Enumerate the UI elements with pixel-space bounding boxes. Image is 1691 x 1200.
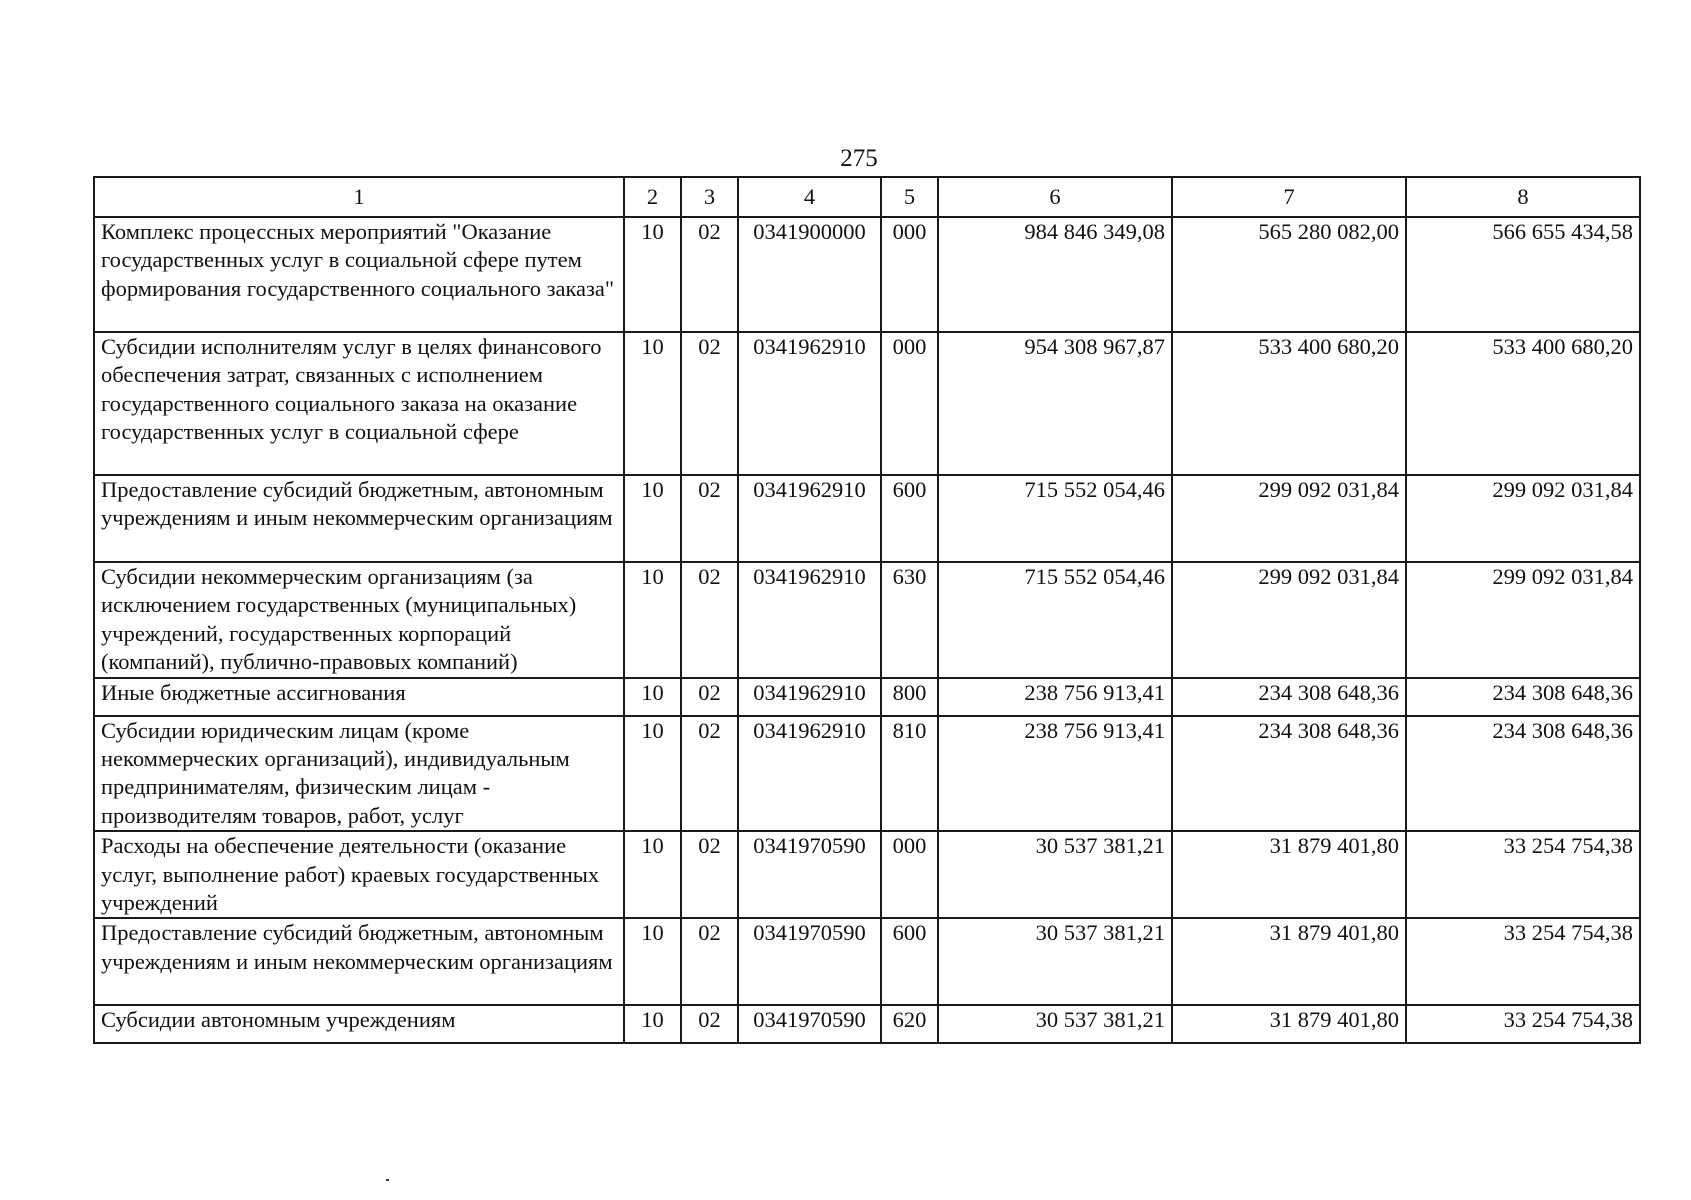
amount-col-8: 234 308 648,36 xyxy=(1406,716,1640,832)
target-item-code: 0341970590 xyxy=(738,918,881,1005)
amount-col-8: 33 254 754,38 xyxy=(1406,918,1640,1005)
amount-col-8: 33 254 754,38 xyxy=(1406,1005,1640,1043)
target-item-code: 0341970590 xyxy=(738,1005,881,1043)
amount-col-8: 299 092 031,84 xyxy=(1406,562,1640,678)
table-row xyxy=(94,831,1640,918)
column-header: 4 xyxy=(738,177,881,217)
target-item-code: 0341962910 xyxy=(738,678,881,716)
amount-col-6: 30 537 381,21 xyxy=(938,918,1172,1005)
amount-col-7: 234 308 648,36 xyxy=(1172,716,1406,832)
item-name: Субсидии исполнителям услуг в целях финансового обеспечения затрат, связанных с исполнением государственного социального заказа на оказание государственных услуг в социальной сфере xyxy=(94,332,624,475)
target-item-code: 0341970590 xyxy=(738,831,881,918)
column-header: 5 xyxy=(881,177,938,217)
expense-type-code: 620 xyxy=(881,1005,938,1043)
section-code: 10 xyxy=(624,1005,681,1043)
section-code: 10 xyxy=(624,217,681,332)
target-item-code: 0341962910 xyxy=(738,562,881,678)
item-name: Комплекс процессных мероприятий "Оказание государственных услуг в социальной сфере путем формирования государственного социального заказа" xyxy=(94,217,624,332)
amount-col-6: 238 756 913,41 xyxy=(938,678,1172,716)
amount-col-6: 715 552 054,46 xyxy=(938,475,1172,562)
expense-type-code: 810 xyxy=(881,716,938,832)
amount-col-8: 33 254 754,38 xyxy=(1406,831,1640,918)
target-item-code: 0341900000 xyxy=(738,217,881,332)
table-row xyxy=(94,217,1640,332)
section-code: 10 xyxy=(624,678,681,716)
table-row xyxy=(94,332,1640,475)
subsection-code: 02 xyxy=(681,217,738,332)
scan-speck xyxy=(386,1179,389,1181)
expense-type-code: 630 xyxy=(881,562,938,678)
item-name: Субсидии некоммерческим организациям (за исключением государственных (муниципальных) учреждений, государственных корпораций (компаний), публично-правовых компаний) xyxy=(94,562,624,678)
amount-col-7: 533 400 680,20 xyxy=(1172,332,1406,475)
target-item-code: 0341962910 xyxy=(738,475,881,562)
amount-col-7: 31 879 401,80 xyxy=(1172,831,1406,918)
column-header: 1 xyxy=(94,177,624,217)
item-name: Расходы на обеспечение деятельности (оказание услуг, выполнение работ) краевых государственных учреждений xyxy=(94,831,624,918)
target-item-code: 0341962910 xyxy=(738,716,881,832)
column-header: 7 xyxy=(1172,177,1406,217)
item-name: Субсидии автономным учреждениям xyxy=(94,1005,624,1043)
amount-col-7: 31 879 401,80 xyxy=(1172,1005,1406,1043)
column-header: 3 xyxy=(681,177,738,217)
amount-col-7: 234 308 648,36 xyxy=(1172,678,1406,716)
table-row xyxy=(94,1005,1640,1043)
item-name: Предоставление субсидий бюджетным, автономным учреждениям и иным некоммерческим организациям xyxy=(94,918,624,1005)
amount-col-8: 566 655 434,58 xyxy=(1406,217,1640,332)
column-header: 6 xyxy=(938,177,1172,217)
expense-type-code: 800 xyxy=(881,678,938,716)
column-header: 2 xyxy=(624,177,681,217)
section-code: 10 xyxy=(624,831,681,918)
amount-col-7: 565 280 082,00 xyxy=(1172,217,1406,332)
expense-type-code: 000 xyxy=(881,831,938,918)
section-code: 10 xyxy=(624,716,681,832)
item-name: Субсидии юридическим лицам (кроме некоммерческих организаций), индивидуальным предпринимателям, физическим лицам - производителям товаров, работ, услуг xyxy=(94,716,624,832)
amount-col-6: 715 552 054,46 xyxy=(938,562,1172,678)
amount-col-8: 299 092 031,84 xyxy=(1406,475,1640,562)
expense-type-code: 600 xyxy=(881,475,938,562)
amount-col-6: 30 537 381,21 xyxy=(938,1005,1172,1043)
table-row xyxy=(94,716,1640,832)
amount-col-6: 238 756 913,41 xyxy=(938,716,1172,832)
budget-table xyxy=(93,176,1641,1044)
target-item-code: 0341962910 xyxy=(738,332,881,475)
amount-col-7: 31 879 401,80 xyxy=(1172,918,1406,1005)
table-row xyxy=(94,918,1640,1005)
table-row xyxy=(94,475,1640,562)
subsection-code: 02 xyxy=(681,831,738,918)
subsection-code: 02 xyxy=(681,475,738,562)
column-number-row xyxy=(94,177,1640,217)
subsection-code: 02 xyxy=(681,918,738,1005)
amount-col-6: 954 308 967,87 xyxy=(938,332,1172,475)
section-code: 10 xyxy=(624,332,681,475)
table-row xyxy=(94,562,1640,678)
amount-col-8: 533 400 680,20 xyxy=(1406,332,1640,475)
subsection-code: 02 xyxy=(681,332,738,475)
amount-col-8: 234 308 648,36 xyxy=(1406,678,1640,716)
section-code: 10 xyxy=(624,918,681,1005)
expense-type-code: 600 xyxy=(881,918,938,1005)
table-row xyxy=(94,678,1640,716)
amount-col-6: 984 846 349,08 xyxy=(938,217,1172,332)
item-name: Иные бюджетные ассигнования xyxy=(94,678,624,716)
subsection-code: 02 xyxy=(681,716,738,832)
subsection-code: 02 xyxy=(681,1005,738,1043)
section-code: 10 xyxy=(624,562,681,678)
section-code: 10 xyxy=(624,475,681,562)
page-number: 275 xyxy=(840,145,878,172)
subsection-code: 02 xyxy=(681,678,738,716)
expense-type-code: 000 xyxy=(881,332,938,475)
amount-col-6: 30 537 381,21 xyxy=(938,831,1172,918)
item-name: Предоставление субсидий бюджетным, автономным учреждениям и иным некоммерческим организациям xyxy=(94,475,624,562)
amount-col-7: 299 092 031,84 xyxy=(1172,475,1406,562)
column-header: 8 xyxy=(1406,177,1640,217)
amount-col-7: 299 092 031,84 xyxy=(1172,562,1406,678)
expense-type-code: 000 xyxy=(881,217,938,332)
subsection-code: 02 xyxy=(681,562,738,678)
